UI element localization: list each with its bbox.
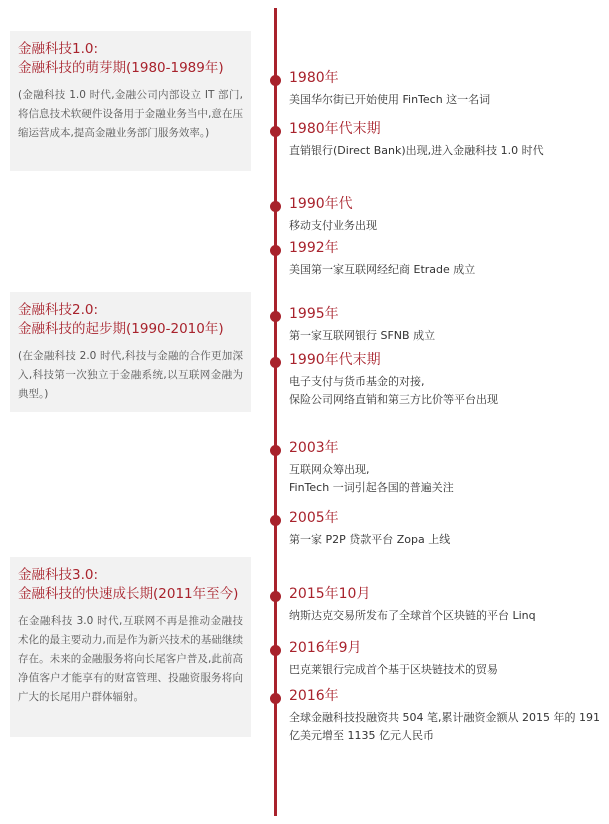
event-description — [289, 461, 454, 497]
event-description-line: 纳斯达克交易所发布了全球首个区块链的平台 Linq — [289, 609, 536, 622]
event-description — [289, 217, 377, 235]
event-date: 1990年代 — [289, 196, 353, 212]
event-description — [289, 142, 544, 160]
event-date: 1990年代末期 — [289, 352, 381, 368]
timeline-dot-icon — [270, 445, 281, 456]
timeline-dot-icon — [270, 693, 281, 704]
event-description-line: 直销银行(Direct Bank)出现,进入金融科技 1.0 时代 — [289, 144, 544, 157]
phase-description: (金融科技 1.0 时代,金融公司内部设立 IT 部门,将信息技术软硬件设备用于金融业务当中,意在压缩运营成本,提高金融业务部门服务效率。) — [18, 89, 243, 139]
event-description-line: 第一家互联网银行 SFNB 成立 — [289, 329, 436, 342]
event-description — [289, 91, 490, 109]
event-description — [289, 531, 450, 549]
event-date: 1980年 — [289, 70, 339, 86]
event-description — [289, 709, 600, 745]
event-date: 2005年 — [289, 510, 339, 526]
event-description-line: 第一家 P2P 贷款平台 Zopa 上线 — [289, 533, 451, 546]
event-date: 2016年 — [289, 688, 339, 704]
timeline-dot-icon — [270, 357, 281, 368]
event-description-line: 保险公司网络直销和第三方比价等平台出现 — [289, 393, 498, 406]
phase-description: (在金融科技 2.0 时代,科技与金融的合作更加深入,科技第一次独立于金融系统,以互联网金融为典型。) — [18, 350, 243, 400]
event-description-line: 移动支付业务出现 — [289, 219, 377, 232]
phase-title: 金融科技1.0: — [18, 41, 99, 57]
phase-card-3 — [10, 557, 251, 737]
event-date: 2003年 — [289, 440, 339, 456]
timeline-dot-icon — [270, 201, 281, 212]
event-description — [289, 261, 475, 279]
event-description-line: 电子支付与货币基金的对接, — [289, 375, 425, 388]
timeline-dot-icon — [270, 591, 281, 602]
phase-description: 在金融科技 3.0 时代,互联网不再是推动金融技术化的最主要动力,而是作为新兴技术的基础继续存在。未来的金融服务将向长尾客户普及,此前高净值客户才能享有的财富管理、投融资服务将向广大的长尾用户群体辐射。 — [18, 615, 243, 703]
timeline-dot-icon — [270, 126, 281, 137]
event-date: 1980年代末期 — [289, 121, 381, 137]
phase-card-1 — [10, 31, 251, 171]
timeline-dot-icon — [270, 75, 281, 86]
event-description-line: 互联网众筹出现, — [289, 463, 370, 476]
event-description-line: 美国华尔街已开始使用 FinTech 这一名词 — [289, 93, 491, 106]
phase-title: 金融科技的快速成长期(2011年至今) — [18, 586, 239, 602]
timeline-dot-icon — [270, 245, 281, 256]
event-description — [289, 661, 498, 679]
event-date: 1995年 — [289, 306, 339, 322]
event-description-line: FinTech 一词引起各国的普遍关注 — [289, 481, 454, 494]
event-date: 2015年10月 — [289, 586, 371, 602]
event-description-line: 全球金融科技投融资共 504 笔,累计融资金额从 2015 年的 191 — [289, 711, 600, 724]
event-description-line: 亿美元增至 1135 亿元人民币 — [289, 729, 434, 742]
timeline-dot-icon — [270, 515, 281, 526]
phase-title: 金融科技3.0: — [18, 567, 99, 583]
event-description-line: 美国第一家互联网经纪商 Etrade 成立 — [289, 263, 476, 276]
timeline-dot-icon — [270, 645, 281, 656]
event-date: 1992年 — [289, 240, 339, 256]
event-description — [289, 607, 536, 625]
event-date: 2016年9月 — [289, 640, 362, 656]
event-description — [289, 373, 498, 409]
event-description — [289, 327, 435, 345]
phase-title: 金融科技的萌芽期(1980-1989年) — [18, 60, 224, 76]
event-description-line: 巴克莱银行完成首个基于区块链技术的贸易 — [289, 663, 498, 676]
phase-title: 金融科技的起步期(1990-2010年) — [18, 321, 224, 337]
phase-title: 金融科技2.0: — [18, 302, 99, 318]
timeline-dot-icon — [270, 311, 281, 322]
phase-card-2 — [10, 292, 251, 412]
